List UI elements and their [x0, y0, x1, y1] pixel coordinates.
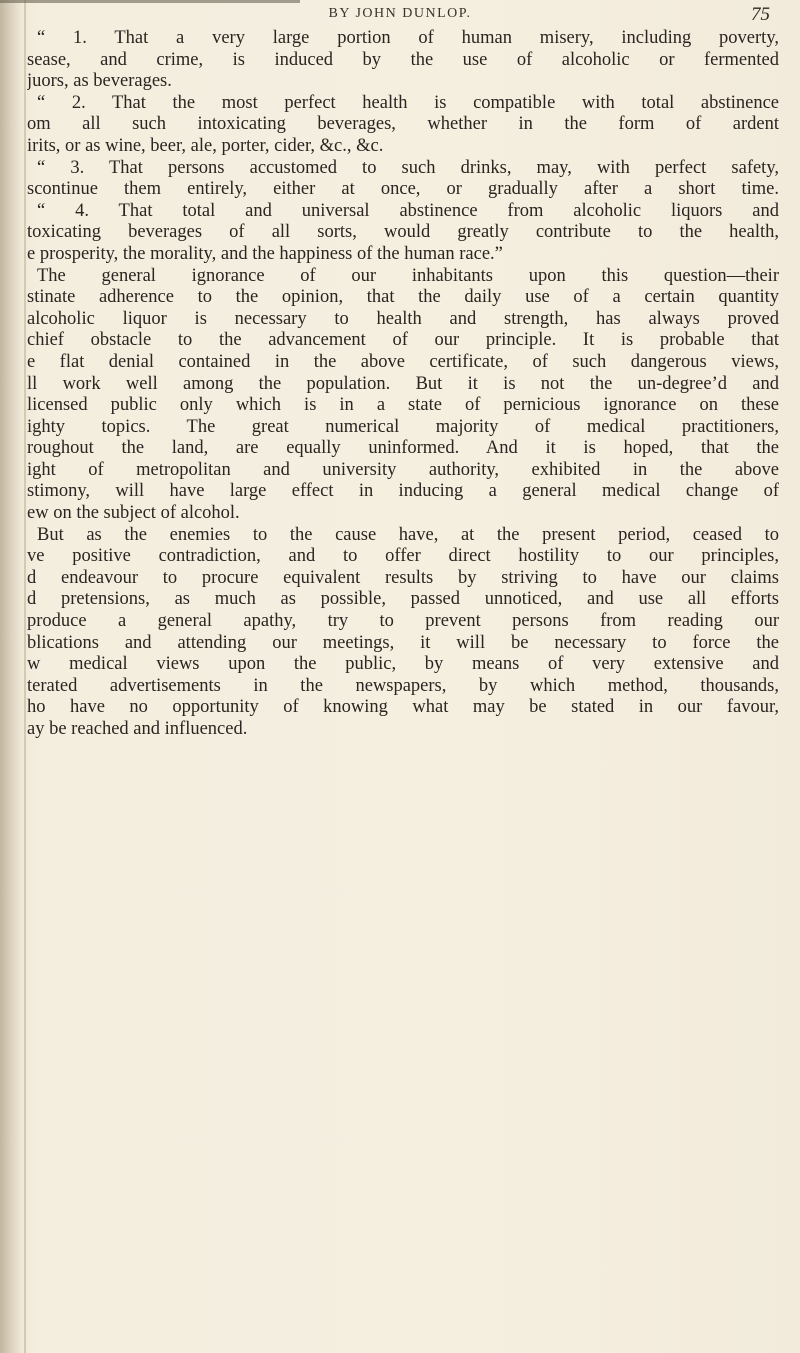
- text-line: blications and attending our meetings, it will be necessary to force the: [27, 632, 779, 653]
- text-line: “ 1. That a very large portion of human misery, including poverty,: [37, 28, 779, 48]
- text-line: ew on the subject of alcohol.: [27, 503, 240, 524]
- text-line: d pretensions, as much as possible, passed unnoticed, and use all efforts: [27, 589, 779, 610]
- text-line: ay be reached and influenced.: [27, 719, 248, 739]
- text-line: alcoholic liquor is necessary to health and strength, has always proved: [27, 308, 779, 329]
- text-line: toxicating beverages of all sorts, would greatly contribute to the health,: [27, 222, 779, 243]
- text-line: ho have no opportunity of knowing what may be stated in our favour,: [27, 697, 779, 718]
- text-line: licensed public only which is in a state of pernicious ignorance on these: [27, 395, 779, 416]
- text-line: e flat denial contained in the above certificate, of such dangerous views,: [27, 351, 779, 372]
- text-line: roughout the land, are equally uninformed. And it is hoped, that the: [27, 438, 779, 459]
- binding-shadow: [0, 0, 22, 1353]
- text-line: chief obstacle to the advancement of our principle. It is probable that: [27, 330, 779, 351]
- top-edge-rule: [0, 0, 300, 3]
- page-header: [0, 6, 800, 30]
- running-head: BY JOHN DUNLOP.: [328, 6, 472, 21]
- text-line: produce a general apathy, try to prevent persons from reading our: [27, 611, 779, 632]
- body-text: [27, 28, 779, 741]
- text-line: ve positive contradiction, and to offer direct hostility to our principles,: [27, 546, 779, 567]
- text-line: “ 4. That total and universal abstinence from alcoholic liquors and: [37, 200, 779, 221]
- page-number: 75: [751, 4, 770, 25]
- text-line: scontinue them entirely, either at once, or gradually after a short time.: [27, 179, 779, 200]
- text-line: ll work well among the population. But it is not the un-degree’d and: [27, 373, 779, 394]
- text-line: sease, and crime, is induced by the use of alcoholic or fermented: [27, 49, 779, 70]
- text-line: stimony, will have large effect in inducing a general medical change of: [27, 481, 779, 502]
- text-line: “ 3. That persons accustomed to such drinks, may, with perfect safety,: [37, 157, 779, 178]
- text-line: stinate adherence to the opinion, that the daily use of a certain quantity: [27, 287, 779, 308]
- text-line: terated advertisements in the newspapers, by which method, thousands,: [27, 675, 779, 696]
- text-line: “ 2. That the most perfect health is compatible with total abstinence: [37, 92, 779, 113]
- text-line: irits, or as wine, beer, ale, porter, cider, &c., &c.: [27, 135, 384, 156]
- binding-edge: [24, 0, 26, 1353]
- text-line: The general ignorance of our inhabitants upon this question—their: [37, 265, 779, 286]
- text-line: om all such intoxicating beverages, whether in the form of ardent: [27, 114, 779, 135]
- text-line: But as the enemies to the cause have, at the present period, ceased to: [37, 524, 779, 545]
- text-line: w medical views upon the public, by means of very extensive and: [27, 654, 779, 675]
- text-line: ight of metropolitan and university authority, exhibited in the above: [27, 459, 779, 480]
- text-line: ighty topics. The great numerical majority of medical practitioners,: [27, 416, 779, 437]
- text-line: d endeavour to procure equivalent results by striving to have our claims: [27, 567, 779, 588]
- text-line: juors, as beverages.: [27, 71, 172, 92]
- text-line: e prosperity, the morality, and the happiness of the human race.”: [27, 243, 503, 264]
